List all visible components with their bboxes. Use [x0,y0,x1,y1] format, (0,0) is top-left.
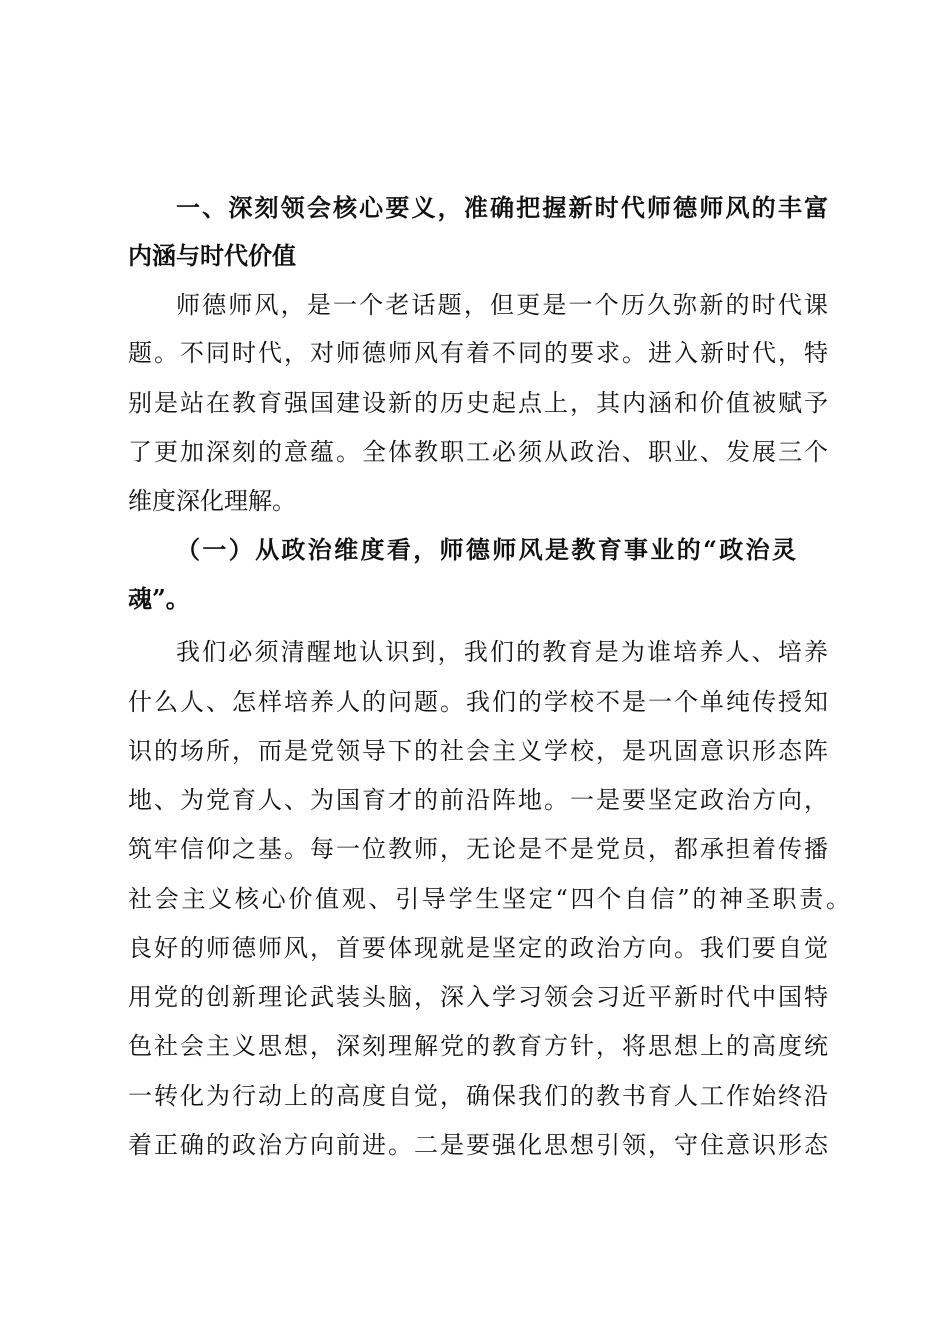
paragraph-line: 了更加深刻的意蕴。全体教职工必须从政治、职业、发展三个 [128,438,828,466]
paragraph-line: 题。不同时代，对师德师风有着不同的要求。进入新时代，特 [128,339,828,367]
paragraph-line: 我们必须清醒地认识到，我们的教育是为谁培养人、培养 [176,638,828,666]
paragraph-line: 社会主义核心价值观、引导学生坚定“四个自信”的神圣职责。 [128,885,850,913]
paragraph-line: 师德师风，是一个老话题，但更是一个历久弥新的时代课 [176,291,828,319]
paragraph-line: 识的场所，而是党领导下的社会主义学校，是巩固意识形态阵 [128,737,828,765]
subsection-heading-line-1: （一）从政治维度看，师德师风是教育事业的“政治灵 [176,535,796,564]
paragraph-line: 地、为党育人、为国育才的前沿阵地。一是要坚定政治方向， [128,786,828,814]
paragraph-line: 维度深化理解。 [128,487,296,515]
paragraph-line: 一转化为行动上的高度自觉，确保我们的教书育人工作始终沿 [128,1082,828,1110]
paragraph-line: 用党的创新理论武装头脑，深入学习领会习近平新时代中国特 [128,983,828,1011]
paragraph-line: 色社会主义思想，深刻理解党的教育方针，将思想上的高度统 [128,1032,828,1060]
section-heading-line-2: 内涵与时代价值 [128,242,296,270]
paragraph-line: 良好的师德师风，首要体现就是坚定的政治方向。我们要自觉 [128,934,828,962]
paragraph-line: 别是站在教育强国建设新的历史起点上，其内涵和价值被赋予 [128,389,828,417]
paragraph-line: 什么人、怎样培养人的问题。我们的学校不是一个单纯传授知 [128,688,828,716]
paragraph-line: 着正确的政治方向前进。二是要强化思想引领，守住意识形态 [128,1131,828,1159]
section-heading-line-1: 一、深刻领会核心要义，准确把握新时代师德师风的丰富 [176,194,828,222]
paragraph-line: 筑牢信仰之基。每一位教师，无论是不是党员，都承担着传播 [128,835,828,863]
subsection-heading-line-2: 魂”。 [128,584,190,613]
